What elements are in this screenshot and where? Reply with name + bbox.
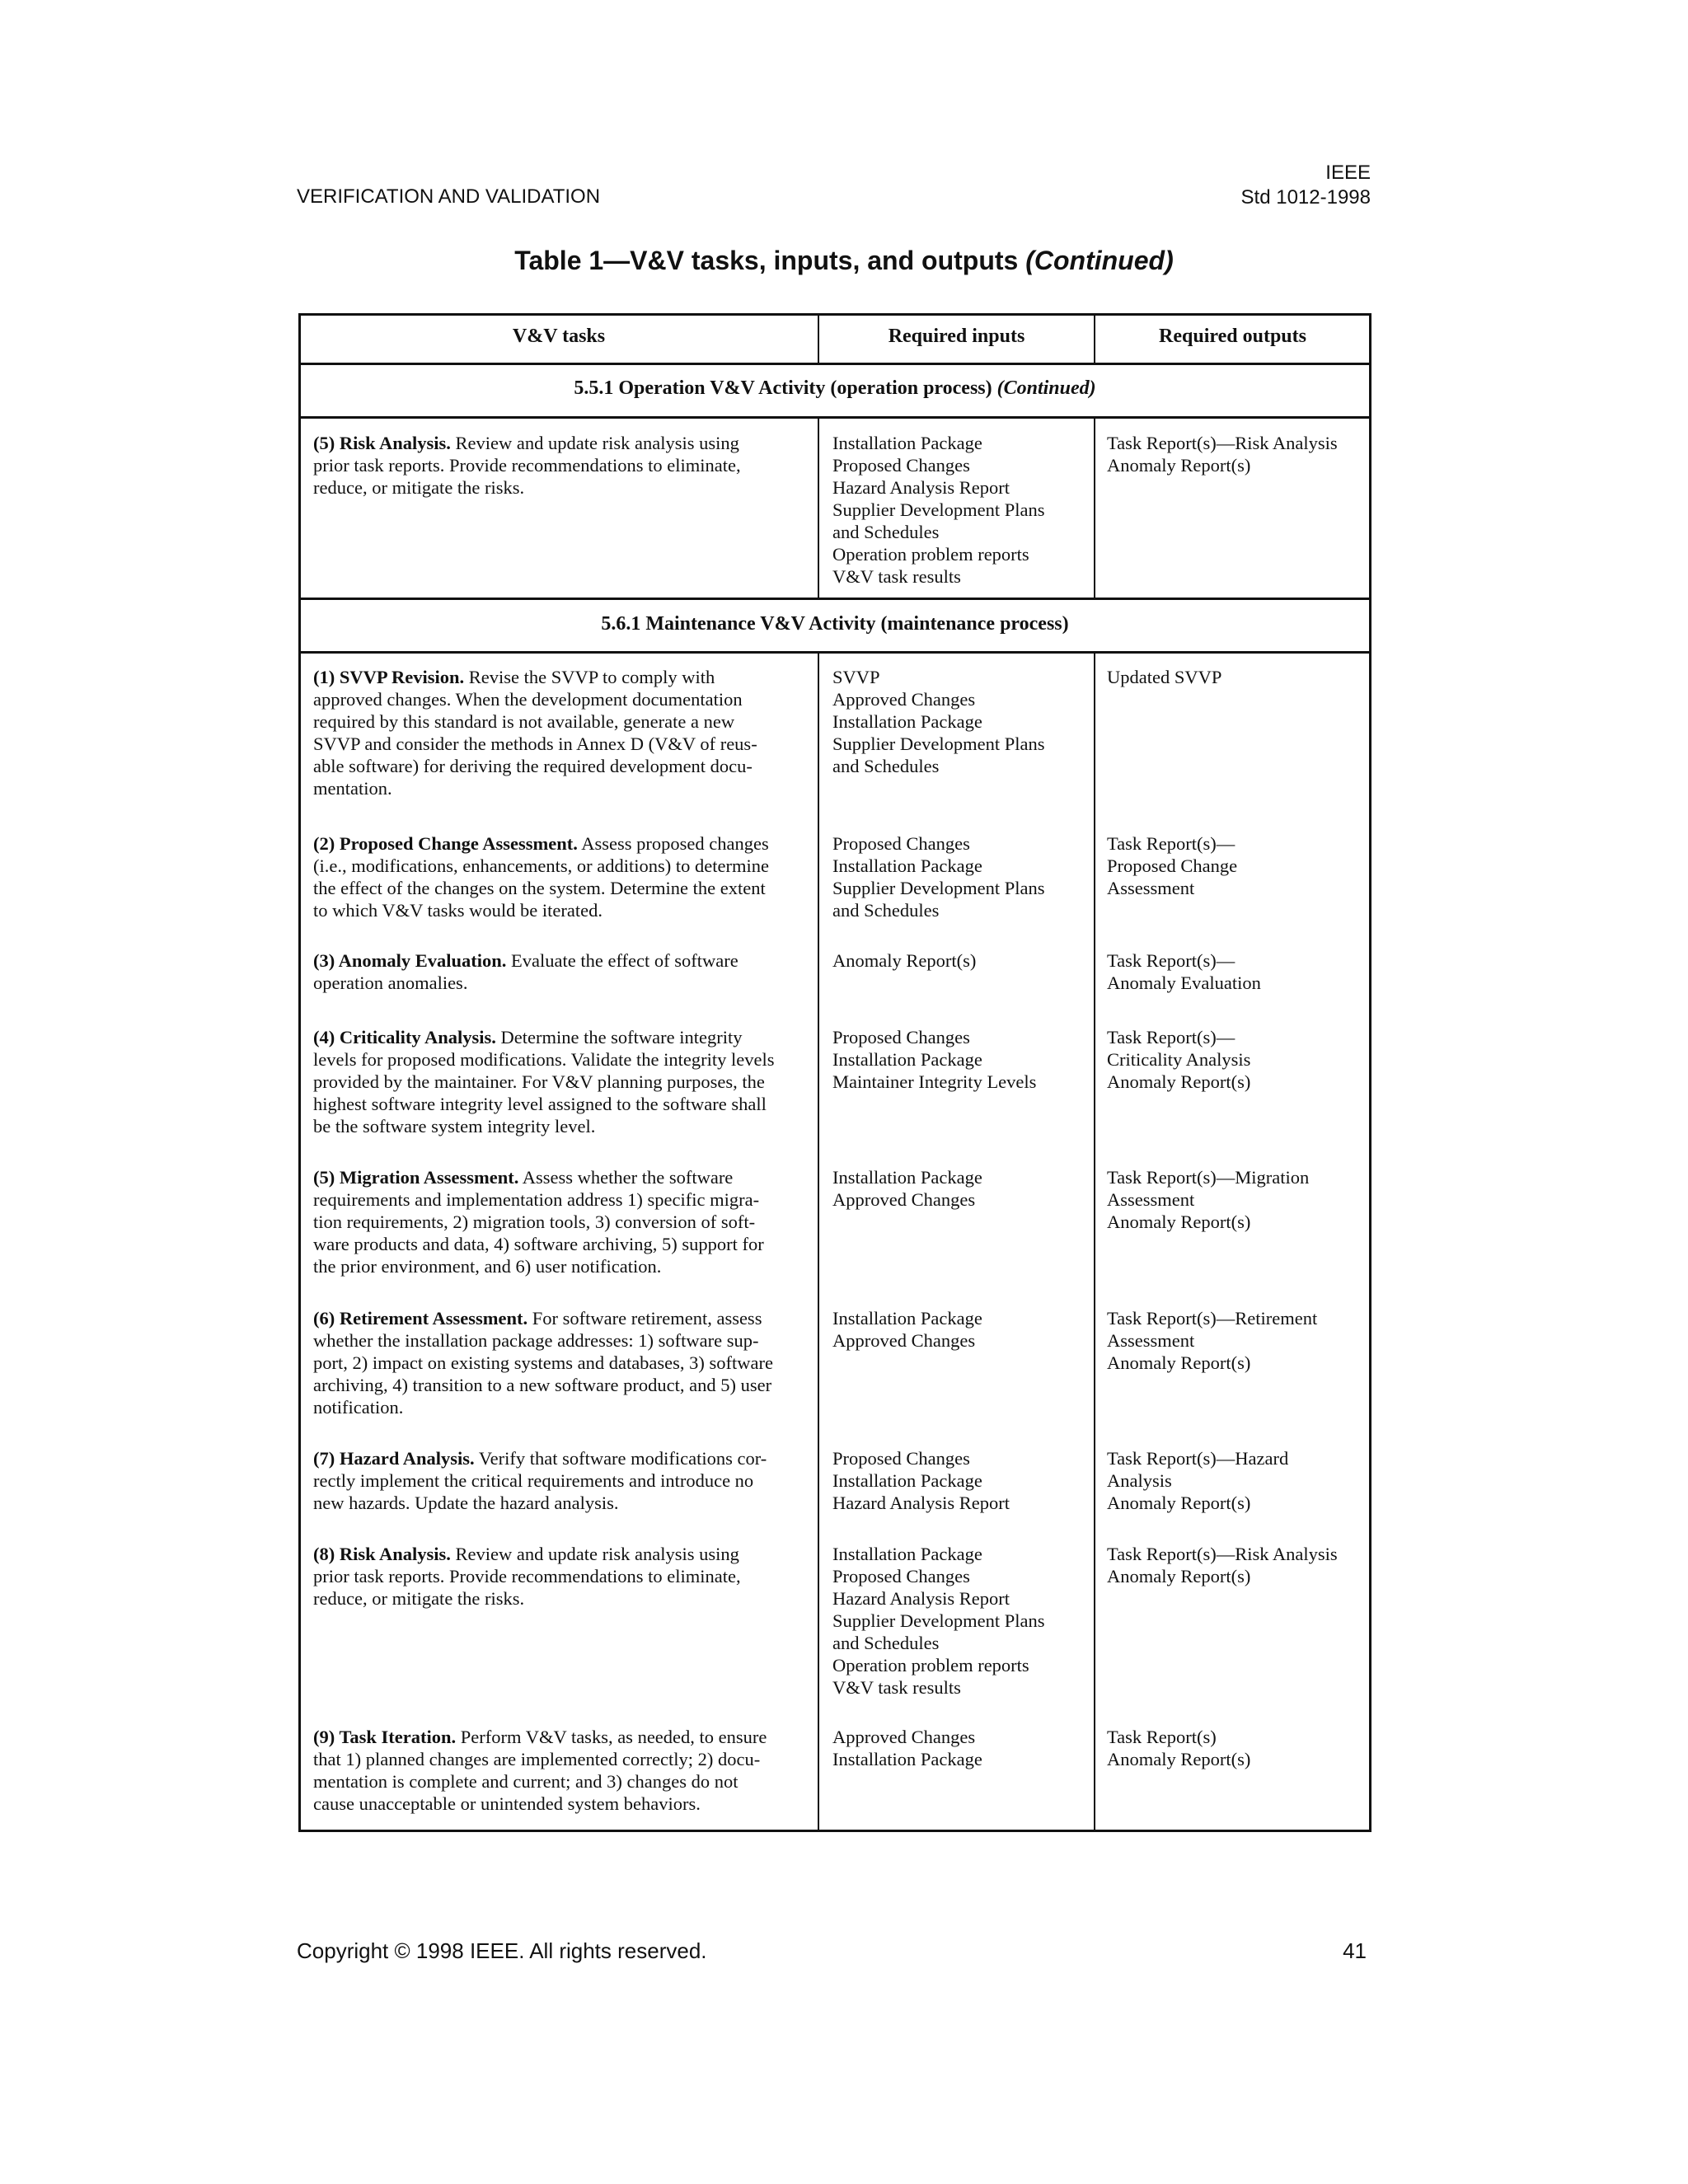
task-title: (3) Anomaly Evaluation. (313, 950, 507, 971)
column-header-outputs: Required outputs (1159, 326, 1306, 347)
column-divider (818, 418, 819, 598)
task-title: (7) Hazard Analysis. (313, 1448, 475, 1469)
task-title: (1) SVVP Revision. (313, 667, 465, 687)
inputs-cell: Proposed Changes Installation Package Hazard Analysis Report (832, 1448, 1010, 1513)
task-cell (313, 1166, 808, 1277)
inputs-cell: Installation Package Approved Changes (832, 1167, 982, 1210)
outputs-cell: Task Report(s)— Criticality Analysis Anomaly Report(s) (1107, 1027, 1251, 1092)
inputs-cell: Installation Package Proposed Changes Hazard Analysis Report Supplier Development Plans and Schedules Operation problem reports V&V task results (832, 1544, 1045, 1698)
outputs-cell: Task Report(s)— Anomaly Evaluation (1107, 950, 1261, 993)
column-divider (818, 653, 819, 1830)
task-title: (2) Proposed Change Assessment. (313, 833, 578, 854)
task-title: (5) Risk Analysis. (313, 433, 451, 453)
standard-org: IEEE (1325, 162, 1371, 184)
section-heading-operation (298, 377, 1372, 400)
task-cell (313, 1307, 808, 1418)
task-description: Assess proposed changes (i.e., modifications, enhancements, or additions) to determine the effect of the changes on the system. Determine the extent to which V&V tasks would be iterated. (313, 833, 769, 921)
task-cell (313, 1026, 808, 1137)
inputs-cell: Installation Package Proposed Changes Hazard Analysis Report Supplier Development Plans and Schedules Operation problem reports V&V task results (832, 433, 1045, 587)
section-continued: (Continued) (996, 377, 1096, 399)
page-number: 41 (1343, 1938, 1367, 1963)
inputs-cell: Proposed Changes Installation Package Supplier Development Plans and Schedules (832, 833, 1045, 921)
task-description: Determine the software integrity levels for proposed modifications. Validate the integrity levels provided by the maintainer. For V&V planning purposes, the highest software integrity level assigned to the software shall be the software system integrity level. (313, 1027, 775, 1137)
section-heading-maintenance (298, 613, 1372, 635)
section1-rule (298, 416, 1372, 419)
outputs-cell: Task Report(s)—Risk Analysis Anomaly Report(s) (1107, 1544, 1338, 1586)
table-title-continued: (Continued) (1025, 246, 1174, 275)
task-title: (8) Risk Analysis. (313, 1544, 451, 1564)
column-header-tasks: V&V tasks (512, 326, 606, 347)
outputs-cell: Task Report(s)—Migration Assessment Anomaly Report(s) (1107, 1167, 1310, 1232)
inputs-cell: Approved Changes Installation Package (832, 1727, 982, 1769)
task-title: (5) Migration Assessment. (313, 1167, 519, 1188)
outputs-cell: Task Report(s)—Retirement Assessment Anomaly Report(s) (1107, 1308, 1318, 1373)
table-title-main: Table 1—V&V tasks, inputs, and outputs (514, 246, 1019, 275)
task-cell (313, 832, 808, 921)
outputs-cell: Task Report(s)—Hazard Analysis Anomaly Report(s) (1107, 1448, 1289, 1513)
task-description: Review and update risk analysis using prior task reports. Provide recommendations to eliminate, reduce, or mitigate the risks. (313, 433, 741, 498)
task-description: Revise the SVVP to comply with approved changes. When the development documentation required by this standard is not available, generate a new SVVP and consider the methods in Annex D (V&V of reus- able software) for deriving the required development docu- mentation. (313, 667, 757, 799)
task-description: Verify that software modifications cor- rectly implement the critical requirements and introduce no new hazards. Update the hazard analysis. (313, 1448, 767, 1513)
task-cell (313, 432, 808, 499)
task-title: (9) Task Iteration. (313, 1727, 457, 1747)
task-cell (313, 949, 808, 994)
task-title: (6) Retirement Assessment. (313, 1308, 528, 1329)
task-description: For software retirement, assess whether the installation package addresses: 1) software sup- port, 2) impact on existing systems and databases, 3) software archiving, 4) transition to a new software product, and 5) user notification. (313, 1308, 773, 1418)
section-label: 5.6.1 Maintenance V&V Activity (maintenance process) (601, 613, 1069, 635)
header-rule (298, 363, 1372, 365)
outputs-cell: Task Report(s)— Proposed Change Assessment (1107, 833, 1238, 898)
outputs-cell: Task Report(s) Anomaly Report(s) (1107, 1727, 1251, 1769)
task-description: Assess whether the software requirements and implementation address 1) specific migra- tion requirements, 2) migration tools, 3) conversion of soft- ware products and data, 4) software archiving, 5) support for the prior environment, and 6) user notification. (313, 1167, 764, 1277)
standard-number: Std 1012-1998 (1240, 186, 1371, 209)
inputs-cell: Proposed Changes Installation Package Maintainer Integrity Levels (832, 1027, 1037, 1092)
outputs-cell: Updated SVVP (1107, 667, 1222, 687)
task-cell (313, 1726, 808, 1815)
inputs-cell: Anomaly Report(s) (832, 950, 977, 971)
task-description: Perform V&V tasks, as needed, to ensure that 1) planned changes are implemented correctly; 2) docu- mentation is complete and current; and 3) changes do not cause unacceptable or unintended system behaviors. (313, 1727, 767, 1814)
outputs-cell: Task Report(s)—Risk Analysis Anomaly Report(s) (1107, 433, 1338, 476)
task-cell (313, 666, 808, 799)
section-label: 5.5.1 Operation V&V Activity (operation process) (574, 377, 992, 399)
task-cell (313, 1447, 808, 1514)
task-title: (4) Criticality Analysis. (313, 1027, 496, 1047)
running-header-left: VERIFICATION AND VALIDATION (297, 185, 601, 208)
inputs-cell: Installation Package Approved Changes (832, 1308, 982, 1351)
running-header-right (1241, 161, 1371, 210)
copyright-notice: Copyright © 1998 IEEE. All rights reserved. (297, 1938, 707, 1963)
task-description: Evaluate the effect of software operation anomalies. (313, 950, 738, 993)
column-header-inputs: Required inputs (888, 326, 1025, 347)
task-cell (313, 1543, 808, 1610)
task-description: Review and update risk analysis using prior task reports. Provide recommendations to eliminate, reduce, or mitigate the risks. (313, 1544, 741, 1609)
section2-top-rule (298, 598, 1372, 600)
section2-bottom-rule (298, 651, 1372, 654)
inputs-cell: SVVP Approved Changes Installation Package Supplier Development Plans and Schedules (832, 667, 1045, 776)
table-title (0, 246, 1688, 276)
